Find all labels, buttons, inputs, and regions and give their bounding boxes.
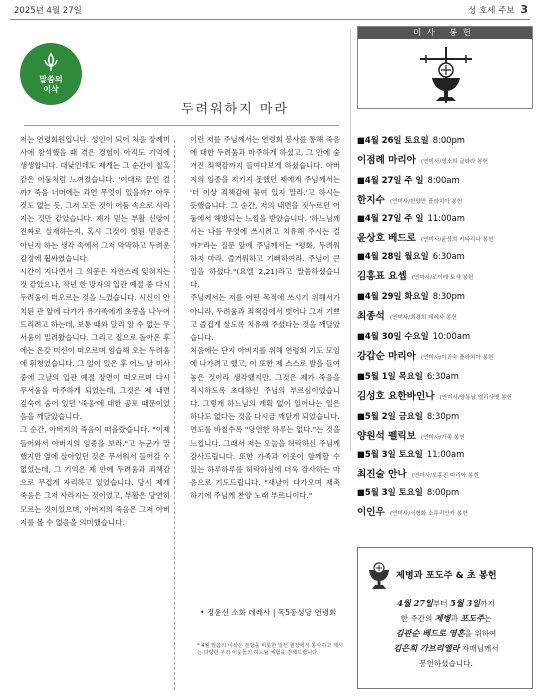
header-divider [10, 19, 530, 20]
article-paragraph: 그 순간, 아버지의 죽음이 떠올랐습니다. "이제 들어와서 아버지의 임종을 보라."고 누군가 말했지만 옆에 살아있던 것은 무서워서 들어갈 수 없었는데, 그 기억은 제 안에 두려움과 죄책감으로 무겁게 자리하고 있었습니다. 당시 제게 죽음은 그저 사라지는 것이었고, 부활은 당연히 모르는 것이었으며, 아버지의 죽음은 그저 아버지를 볼 수 없음을 의미했습니다. [20, 425, 170, 527]
offering-text-part: 는 [484, 614, 492, 623]
article-paragraph: 연도를 바칠수록 "당연한 하루는 없다."는 것을 느낍니다. 그래서 저는 오늘을 허락하신 주님께 감사드립니다. 또한 가족과 이웃이 함께할 수 있는 하루하루를 허락하심에 더욱 감사하는 마음으로 기도드립니다. "새날이 다가오며 재촉하기에 주님께 찬양 노래 부르니이다." [190, 425, 340, 501]
mass-date: 4월 28일 월요일 [364, 251, 429, 261]
article-paragraph: 저는 연령회원입니다. 성인이 되어 처음 장례미사에 참석했을 때 겪은 경험이 아직도 기억에 생생합니다. 대낮인데도 제게는 그 순간이 칠흑 같은 어둠처럼 느껴졌습니다. '이대로 끝인 걸까? 죽음 너머에는 과연 무엇이 있을까?' 아무것도 없는 듯, 그저 모든 것이 어둠 속으로 사라지는 것만 같았습니다. 제가 믿는 부활 신앙이 진짜로 실재하는지, 혹시 그것이 헛된 믿음은 아닌지 하는 생각 속에서 그저 막막하고 두려운 감정에 휩싸였습니다. [20, 135, 170, 263]
article-column-right [190, 133, 340, 603]
bulletin-info [468, 3, 528, 16]
mass-entry: ■4월 26일 토요일 8:00pm 이점례 마리아 (연미사/명소희 글라라 봉헌 [357, 135, 489, 166]
mass-date: 4월 29일 화요일 [364, 291, 429, 301]
offering-title: 제병과 포도주 & 초 봉헌 [396, 570, 497, 581]
offering-wine: 포도주 [460, 613, 485, 623]
offering-text-part: 한 주간의 [400, 614, 435, 623]
mass-offerer: (연미사/명소희 글라라 봉헌 [420, 159, 489, 165]
offering-date-start: 4월 27일 [397, 598, 433, 608]
mass-time: 8:00pm [426, 487, 460, 497]
offering-intention: 김관순 베드로 영혼 [395, 628, 465, 638]
mass-time: 6:30am [432, 251, 465, 261]
mass-offerer: (연미사/조이레 토사 봉헌 [411, 275, 474, 281]
article-column-left [20, 133, 170, 691]
mass-date: 4월 26일 토요일 [364, 135, 429, 145]
mass-intention-name: 이인우 [357, 507, 385, 518]
mass-intention-name: 이점례 마리아 [357, 155, 416, 166]
mass-date: 5월 1일 목요일 [364, 371, 423, 381]
article-paragraph: 처음에는 단지 아버지를 위해 연령회 기도 모임에 나가려고 했고, 이 또한 제 스스로 발을 들여놓은 것이라 생각했지만, 그것은 제가 죽음을 직시하도록 초대하신 주님의 부르심이었습니다. 그렇게 하느님의 계획 없이 일어나는 일은 하나도 없다는 것을 다시금 깨닫게 되었습니다. [190, 346, 340, 422]
logo-line-1: 말씀의 [39, 75, 63, 84]
mass-offering-heading: 미사 봉헌 [358, 27, 532, 39]
page-number: 3 [520, 3, 528, 16]
mass-intention-name: 최진술 안나 [357, 469, 407, 480]
offering-text-part: 자매님께서 [459, 644, 499, 653]
mass-offerer: (연미사/오홍진 마리아 봉헌 [411, 473, 479, 479]
mass-entry: ■4월 28일 월요일 6:30am 김홍표 요셉 (연미사/조이레 토사 봉헌 [357, 251, 474, 282]
mass-entry: ■4월 29일 화요일 8:30pm 최종석 (연미사/최경희 데레사 봉헌 [357, 291, 465, 322]
mass-time: 8:30pm [432, 291, 465, 301]
mass-offerer: (연미사/이귀숙 플라치아 봉헌 [420, 355, 494, 361]
article-paragraph: 시간이 지나면서 그 의문은 자연스레 잊혀지는 것 같았으나, 작년 한 망자의 입관 예절 중 다시 두려움이 떠오르는 것을 느꼈습니다. 시신이 안치된 관 앞에 다가가 유가족에게 초봉을 나누어 드리려고 하는데, 보통 때와 달리 알 수 없는 무서움이 밀려왔습니다. 그리고 집으로 돌아온 후에는 온갖 미신이 떠오르며 엄습해 오는 두려움에 휘청였습니다. 그 일이 있은 후 어느 날 미사 중에 그날의 입관 예절 장면이 떠오르며 다시 무서움을 마주하게 되었는데, 그것은 제 내면 깊숙이 숨어 있던 '죽음'에 대한 공포 때문이었음을 깨달았습니다. [20, 267, 170, 422]
mass-intention-name: 한지수 [357, 195, 385, 206]
mass-intention-name: 김성호 요한바인나 [357, 391, 435, 402]
offering-text-part: 까지 [480, 599, 495, 608]
mass-entry: ■5월 2일 금요일 8:30pm 양원석 펠릭보 (연미사/가족 봉헌 [357, 411, 465, 442]
article-title: 두려워하지 마라 [180, 102, 290, 117]
mass-time: 8:00pm [432, 135, 465, 145]
mass-time: 11:00am [427, 213, 465, 223]
mass-date: 5월 3일 토요일 [364, 449, 423, 459]
title-divider [24, 125, 339, 126]
offering-donor: 김은희 가브리엘라 [393, 643, 460, 653]
page-header [0, 0, 540, 22]
mass-time: 11:00am [426, 449, 465, 459]
offering-closing: 봉헌하셨습니다. [419, 659, 473, 668]
article-paragraph: 주님께서는 저를 어떤 목적에 쓰시기 위해서가 아니라, 두려움과 죄책감에서 벗어나 그저 기쁘고 즐겁게 살도록 치유해 주셨다는 것을 깨달았습니다. [190, 293, 340, 343]
mass-time: 8:00am [427, 175, 460, 185]
mass-entry: ■4월 27일 주 일 11:00am 윤상호 베드로 (연미사/윤상희 카타리나 봉헌 [357, 213, 494, 244]
mass-offerer: (연미사/양통남 엘리사벳 봉헌 [439, 395, 512, 401]
mass-date: 5월 2일 금요일 [364, 411, 423, 421]
mass-intention-name: 최종석 [357, 311, 385, 322]
mass-date: 4월 27일 주 일 [364, 175, 424, 185]
mass-entry: ■5월 3일 토요일 11:00am 최진술 안나 (연미사/오홍진 마리아 봉헌 [357, 449, 479, 480]
mass-time: 8:30pm [426, 411, 460, 421]
offering-text-part: 을 위하여 [464, 629, 497, 638]
bulletin-name: 성 호세 주보 [468, 6, 515, 16]
mass-time: 6:30am [426, 371, 459, 381]
offering-text-part: 과 [450, 614, 461, 623]
mass-date: 4월 30일 수요일 [364, 331, 429, 341]
mass-entry: ■5월 3일 토요일 8:00pm 이인우 (연미사/서형화 소투리안카 봉헌 [357, 487, 468, 518]
mass-intention-name: 양원석 펠릭보 [357, 431, 416, 442]
offering-date-end: 5월 3일 [450, 598, 481, 608]
mass-offering-header [357, 26, 533, 109]
mass-intention-name: 강갑순 마리아 [357, 351, 416, 362]
article-author: • 정윤선 소화 데레사 | 목5동성당 연령회 [200, 608, 337, 617]
mass-offerer: (연미사/가족 봉헌 [420, 435, 465, 441]
offering-text-part: 부터 [432, 599, 451, 608]
mass-date: 4월 27일 주 일 [364, 213, 424, 223]
bread-wine-offering-box [357, 547, 533, 689]
column-divider [174, 140, 175, 690]
mass-entry: ■5월 1일 목요일 6:30am 김성호 요한바인나 (연미사/양통남 엘리사벳 봉헌 [357, 371, 512, 402]
mass-offerer: (연미사/서형화 소투리안카 봉헌 [389, 511, 468, 517]
mass-intention-name: 김홍표 요셉 [357, 271, 407, 282]
wheat-icon [42, 52, 60, 72]
mass-offerer: (연미사/한양만 플라치아 봉헌 [389, 199, 463, 205]
issue-date: 2025년 4월 27일 [14, 6, 82, 16]
chalice-cross-icon [410, 45, 482, 105]
mass-time: 10:00am [432, 331, 471, 341]
mass-offerer: (연미사/윤상희 카타리나 봉헌 [420, 237, 494, 243]
offering-bread: 제병 [434, 613, 451, 623]
mass-offerer: (연미사/최경희 데레사 봉헌 [389, 315, 457, 321]
offering-text [364, 596, 528, 671]
word-seed-logo [20, 43, 82, 105]
chalice-host-icon [366, 562, 392, 590]
mass-entry: ■4월 30일 수요일 10:00am 강갑순 마리아 (연미사/이귀숙 플라치아 봉헌 [357, 331, 494, 362]
logo-text [20, 75, 82, 95]
mass-entry: ■4월 27일 주 일 8:00am 한지수 (연미사/한양만 플라치아 봉헌 [357, 175, 463, 206]
logo-line-2: 이삭 [43, 85, 59, 94]
mass-intention-name: 윤상호 베드로 [357, 233, 416, 244]
article-paragraph: 이런 저를 주님께서는 연령회 봉사를 통해 죽음에 대한 두려움과 마주하게 하셨고, 그 안에 숨겨진 죄책감까지 들여다보게 하셨습니다. 아버지의 임종을 지키지 못했던 제에게 주님께서는 '더 이상 죄책감에 묶여 있지 말라.'고 하시는 듯했습니다. 그 순간, 저의 내면을 짓누르던 어둠에서 해방되는 느낌을 받았습니다. '하느님께서는 나를 무엇에 쓰시려고 치유해 주시는 걸까?'라는 질문 앞에 주님께서는 "평화, 두려워하지 마라. 즐거워하고 기뻐하여라. 주님이 큰일을 하셨다."(요엘 2,21)라고 말씀하셨습니다. [190, 135, 340, 290]
section-divider [350, 30, 351, 450]
article-footnote: * 4월 말씀의 이삭은 본당을 비롯한 일선 현장에서 봉사하고 계시는 다양한 우리 이웃들의 하느님 체험을 전해드립니다. [197, 643, 344, 657]
mass-date: 5월 3일 토요일 [364, 487, 423, 497]
